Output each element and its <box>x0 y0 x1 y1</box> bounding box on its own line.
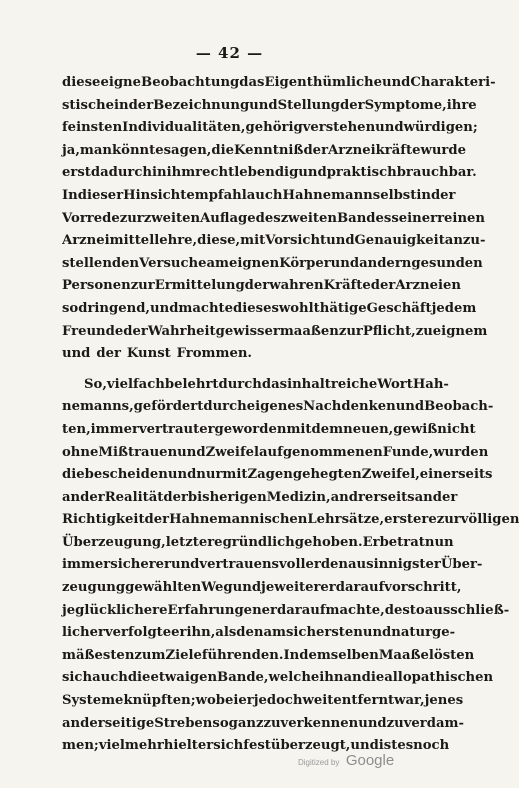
word: Realität <box>104 489 164 505</box>
word: feinsten <box>62 120 123 136</box>
word: Genauigkeit <box>354 233 445 249</box>
word: der <box>244 278 270 294</box>
word: und <box>350 738 379 754</box>
word: er <box>261 602 278 618</box>
word: und <box>330 255 360 271</box>
word: zum <box>134 647 166 663</box>
word: So, <box>84 376 107 392</box>
word: am <box>206 255 229 271</box>
word: und <box>358 715 387 731</box>
word: ihm <box>166 165 196 181</box>
word: darauf <box>335 580 385 596</box>
word: könnte <box>112 142 164 158</box>
word: zweiten <box>280 210 337 226</box>
word: brauchbar. <box>396 165 477 181</box>
word: und <box>232 580 262 596</box>
word: dringend, <box>78 300 151 316</box>
body-text <box>62 72 519 758</box>
word: ohne <box>62 444 99 460</box>
text-line <box>62 298 477 321</box>
word: wohlthätige <box>278 300 367 316</box>
word: an <box>343 670 362 686</box>
word: gefördert <box>133 399 204 415</box>
word: durch <box>203 399 247 415</box>
text-line <box>62 532 454 555</box>
text-line <box>62 140 466 163</box>
word: vielmehr <box>98 738 164 754</box>
word: und <box>362 625 392 641</box>
word: nemanns, <box>62 399 134 415</box>
text-line <box>62 442 489 465</box>
word: nun <box>424 534 454 550</box>
word: Arzneimittellehre, <box>62 233 198 249</box>
text-line <box>62 321 488 344</box>
word: ten, <box>62 421 91 437</box>
word: ihn <box>319 670 344 686</box>
word: sich <box>213 738 244 754</box>
word: wurden <box>433 444 489 460</box>
digitized-watermark <box>298 752 394 770</box>
word: jedoch <box>253 693 303 709</box>
word: gewiß <box>393 421 438 437</box>
word: Kenntniß <box>234 142 304 158</box>
word: etwaigen <box>150 670 218 686</box>
word: je <box>261 580 275 596</box>
word: die <box>211 142 234 158</box>
word: eigenes <box>246 399 304 415</box>
word: Zweifel <box>205 444 260 460</box>
word: gehegten <box>292 467 362 483</box>
word: In <box>283 647 300 663</box>
word: Geschäft <box>366 300 432 316</box>
word: den <box>236 625 264 641</box>
word: men; <box>62 738 99 754</box>
word: Charakteri- <box>410 75 496 90</box>
word: praktisch <box>326 165 397 181</box>
word: ist <box>378 738 398 754</box>
word: sich <box>62 670 93 686</box>
word: erst <box>62 165 91 181</box>
word: die <box>361 670 385 686</box>
word: desto <box>384 602 425 618</box>
word: aufgenommenen <box>259 444 383 460</box>
word: Zagen <box>247 467 293 483</box>
word: würdigen; <box>403 120 478 136</box>
word: vorschritt, <box>384 580 462 596</box>
word: Maaße <box>378 647 429 663</box>
word: sicherer <box>110 557 171 573</box>
word: ihre <box>446 97 477 113</box>
word: der <box>430 187 456 203</box>
word: und <box>381 75 411 90</box>
word: anzu- <box>444 233 486 249</box>
text-line <box>62 645 475 668</box>
word: gesunden <box>411 255 483 271</box>
word: Hinsicht <box>123 187 187 203</box>
word: Auflage <box>200 210 256 226</box>
text-line <box>62 343 415 366</box>
word: naturge- <box>391 625 456 641</box>
word: gründlich <box>222 534 295 550</box>
word: das <box>261 376 288 392</box>
text-line <box>62 230 486 253</box>
word: die <box>127 670 151 686</box>
word: Versuche <box>139 255 207 271</box>
word: Freunde <box>62 323 124 339</box>
word: fest <box>243 738 271 754</box>
word: betrat <box>379 534 425 550</box>
word: er <box>238 693 254 709</box>
word: er <box>171 625 187 641</box>
word: seiner <box>391 210 438 226</box>
word: darauf <box>277 602 326 618</box>
word: überzeugt, <box>270 738 351 754</box>
word: der <box>123 323 148 339</box>
word: machte <box>178 300 234 316</box>
word: entfernt <box>333 693 395 709</box>
word: Erfahrungen <box>167 602 262 618</box>
word: und <box>326 233 355 249</box>
word: Überzeugung, <box>62 534 166 550</box>
word: an <box>62 489 81 505</box>
word: Wahrheit <box>147 323 216 339</box>
word: jedem <box>431 300 477 316</box>
text-line <box>62 117 478 140</box>
word: als <box>215 625 237 641</box>
word: zeugung <box>62 580 126 596</box>
word: wahren <box>269 278 324 294</box>
word: der <box>144 512 170 528</box>
word: innigster <box>373 557 441 573</box>
word: ja, <box>62 142 80 158</box>
word: und <box>298 165 327 181</box>
word: der <box>96 346 121 362</box>
word: andrerseits <box>330 489 415 505</box>
word: in <box>416 187 431 203</box>
word: dadurch <box>90 165 152 181</box>
word: hielt <box>163 738 198 754</box>
word: der <box>80 489 105 505</box>
word: der <box>163 489 188 505</box>
text-line <box>62 554 483 577</box>
word: Nachdenken <box>303 399 396 415</box>
word: eignen <box>229 255 280 271</box>
word: zu <box>263 715 281 731</box>
word: Beobach- <box>424 399 494 415</box>
word: durch <box>218 376 262 392</box>
word: zweiten <box>143 210 201 226</box>
word: Stellung <box>277 97 340 113</box>
word: Mißtrauen <box>98 444 178 460</box>
word: Vorrede <box>62 210 120 226</box>
word: Ziele <box>165 647 202 663</box>
word: gewissermaaßen <box>215 323 339 339</box>
text-line <box>62 690 464 713</box>
text-line <box>62 374 449 397</box>
word: der <box>432 489 458 505</box>
word: andern <box>359 255 412 271</box>
word: recht <box>195 165 235 181</box>
word: dieser <box>77 187 124 203</box>
word: den <box>320 557 349 573</box>
word: Funde, <box>382 444 434 460</box>
word: in <box>152 165 167 181</box>
word: zur <box>338 323 363 339</box>
word: jenes <box>424 693 464 709</box>
word: Kunst <box>126 346 171 362</box>
word: immer <box>90 421 139 437</box>
word: diese <box>62 75 101 90</box>
word: dieses <box>233 300 279 316</box>
word: belehrt <box>164 376 219 392</box>
word: eigne <box>100 75 142 90</box>
word: weiter <box>274 580 321 596</box>
word: zur <box>130 278 155 294</box>
word: so <box>62 300 79 316</box>
word: Arzneien <box>395 278 461 294</box>
word: empfahl <box>186 187 247 203</box>
text-line <box>62 72 496 95</box>
word: Individualitäten, <box>122 120 246 136</box>
page-number: — 42 — <box>195 44 264 62</box>
word: Kräfte <box>323 278 371 294</box>
word: der <box>340 97 365 113</box>
word: in <box>113 97 129 113</box>
word: anderseitige <box>62 715 155 731</box>
word: ganz <box>228 715 264 731</box>
word: die <box>62 467 85 483</box>
word: er <box>320 580 336 596</box>
word: machte, <box>325 602 385 618</box>
word: allopathischen <box>384 670 494 686</box>
word: letztere <box>165 534 223 550</box>
word: je <box>62 602 76 618</box>
word: Streben <box>154 715 213 731</box>
word: verfolgte <box>104 625 172 641</box>
word: zu <box>386 715 404 731</box>
text-line <box>62 509 519 532</box>
word: eignem <box>432 323 488 339</box>
text-line <box>62 95 477 118</box>
word: es <box>397 738 414 754</box>
word: Wort <box>377 376 413 392</box>
word: und <box>150 300 179 316</box>
word: der <box>128 97 154 113</box>
word: gewählten <box>125 580 202 596</box>
word: Hah- <box>412 376 449 392</box>
word: und <box>395 399 425 415</box>
word: das <box>239 75 265 90</box>
word: auch <box>92 670 128 686</box>
word: reinen <box>437 210 486 226</box>
word: an <box>414 489 433 505</box>
word: Bandes <box>337 210 392 226</box>
word: nicht <box>437 421 476 437</box>
word: noch <box>413 738 450 754</box>
word: zu <box>415 323 433 339</box>
text-line <box>62 208 486 231</box>
word: mit <box>240 233 266 249</box>
word: sagen, <box>163 142 212 158</box>
text-line <box>62 464 493 487</box>
google-logo: Google <box>345 752 395 769</box>
word: demselben <box>299 647 379 663</box>
word: Beobachtung <box>141 75 240 90</box>
word: Richtigkeit <box>62 512 145 528</box>
word: Frommen. <box>176 346 253 362</box>
text-line <box>62 253 483 276</box>
word: neuen, <box>343 421 394 437</box>
text-line <box>62 419 476 442</box>
word: und <box>249 97 278 113</box>
word: Körper <box>279 255 331 271</box>
word: bescheiden <box>84 467 168 483</box>
word: verdam- <box>403 715 464 731</box>
text-line <box>62 185 456 208</box>
word: Arzneikräfte <box>328 142 421 158</box>
word: dem <box>311 421 344 437</box>
word: des <box>255 210 281 226</box>
word: inhaltreiche <box>287 376 378 392</box>
word: verkennen <box>280 715 359 731</box>
word: auch <box>246 187 283 203</box>
word: am <box>263 625 286 641</box>
word: und <box>177 444 206 460</box>
word: lebendig <box>234 165 299 181</box>
word: ausschließ- <box>424 602 510 618</box>
word: der <box>370 278 396 294</box>
word: war, <box>394 693 425 709</box>
word: stellenden <box>62 255 140 271</box>
word: immer <box>62 557 111 573</box>
word: selbst <box>372 187 417 203</box>
word: und <box>167 467 197 483</box>
word: gehoben. <box>294 534 363 550</box>
word: so <box>212 715 229 731</box>
word: Über- <box>440 557 483 573</box>
word: stische <box>62 97 114 113</box>
word: wurde <box>420 142 466 158</box>
word: zur <box>436 512 461 528</box>
word: Lehrsätze, <box>307 512 385 528</box>
word: und <box>171 557 200 573</box>
text-line <box>62 600 510 623</box>
word: bisherigen <box>187 489 267 505</box>
word: und <box>62 346 91 362</box>
word: mit <box>286 421 312 437</box>
word: Weg <box>201 580 233 596</box>
word: einerseits <box>419 467 493 483</box>
word: Medizin, <box>266 489 331 505</box>
text-line <box>62 577 462 600</box>
word: führenden. <box>201 647 284 663</box>
word: weit <box>302 693 334 709</box>
text-line <box>62 275 461 298</box>
digitized-label: Digitized by <box>298 758 340 767</box>
text-line <box>62 396 494 419</box>
word: Vorsicht <box>265 233 327 249</box>
word: Pflicht, <box>362 323 416 339</box>
word: licher <box>62 625 105 641</box>
word: knüpften; <box>123 693 196 709</box>
word: wobei <box>195 693 239 709</box>
word: Bande, <box>217 670 269 686</box>
word: mäßesten <box>62 647 135 663</box>
word: vertrauensvoller <box>199 557 321 573</box>
text-line <box>62 667 494 690</box>
text-line <box>62 487 458 510</box>
word: diese, <box>197 233 241 249</box>
word: er <box>197 738 214 754</box>
word: Zweifel, <box>361 467 420 483</box>
word: erstere <box>384 512 437 528</box>
word: gehörig <box>245 120 303 136</box>
word: glücklichere <box>75 602 168 618</box>
word: verstehen <box>302 120 376 136</box>
word: man <box>79 142 113 158</box>
text-line <box>62 622 456 645</box>
word: Er <box>362 534 380 550</box>
word: Hahnemann <box>282 187 373 203</box>
word: Personen <box>62 278 131 294</box>
word: welche <box>268 670 320 686</box>
word: geworden <box>214 421 287 437</box>
word: Bezeichnung <box>153 97 250 113</box>
word: und <box>375 120 404 136</box>
text-line <box>62 162 477 185</box>
word: In <box>62 187 78 203</box>
word: aus <box>348 557 374 573</box>
word: sichersten <box>285 625 363 641</box>
word: Ermittelung <box>154 278 245 294</box>
word: lösten <box>428 647 475 663</box>
word: nur <box>196 467 223 483</box>
text-line <box>62 713 464 736</box>
word: Eigenthümliche <box>264 75 382 90</box>
word: der <box>303 142 329 158</box>
word: Systeme <box>62 693 124 709</box>
word: vertrauter <box>138 421 215 437</box>
word: vielfach <box>106 376 165 392</box>
word: mit <box>222 467 248 483</box>
word: Hahnemannischen <box>169 512 308 528</box>
word: zur <box>119 210 144 226</box>
word: ihn, <box>186 625 216 641</box>
word: völligen <box>460 512 519 528</box>
word: Symptome, <box>364 97 447 113</box>
